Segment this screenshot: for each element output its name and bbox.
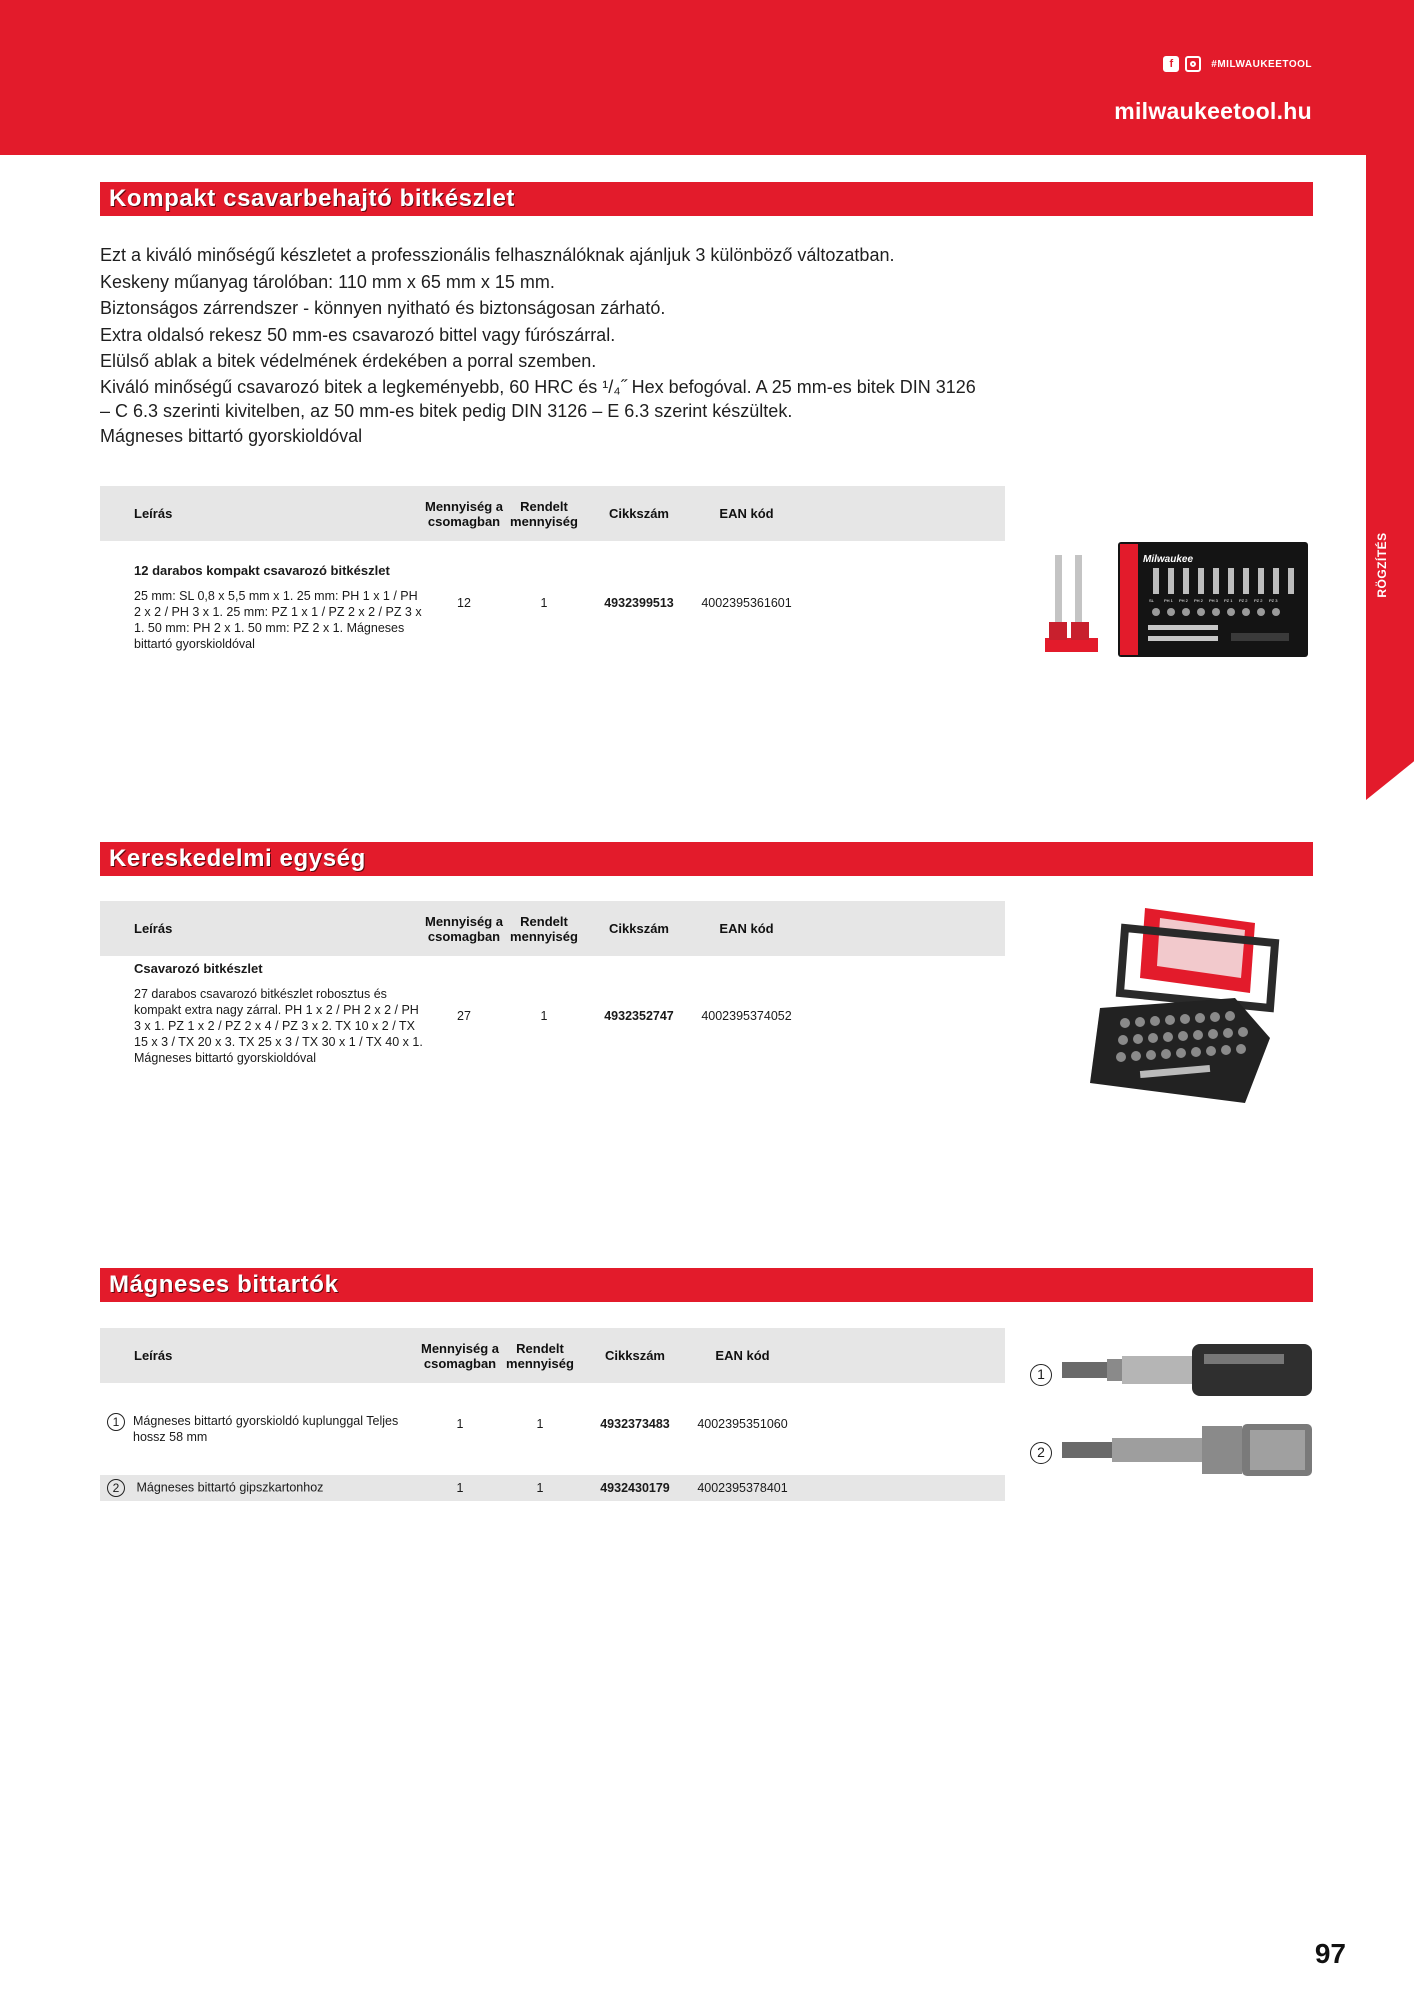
section-title: Mágneses bittartók	[109, 1271, 339, 1298]
col-qty-pack: Mennyiség a csomagban	[424, 901, 504, 956]
image-marker: 1	[1030, 1364, 1052, 1386]
qty-pack: 12	[457, 595, 471, 610]
intro-line: Extra oldalsó rekesz 50 mm-es csavarozó bittel vagy fúrószárral.	[100, 324, 616, 345]
col-ean: EAN kód	[690, 1328, 795, 1383]
intro-line: Ezt a kiváló minőségű készletet a professzionális felhasználóknak ajánljuk 3 különböző változatban.	[100, 245, 895, 265]
col-article: Cikkszám	[584, 901, 694, 956]
header-bar	[0, 0, 1414, 155]
table-row	[100, 956, 1005, 1076]
intro-line: Elülső ablak a bitek védelmének érdekében a porral szemben.	[100, 351, 597, 371]
article-number: 4932352747	[604, 1009, 674, 1023]
case-brand-print: Milwaukee	[1143, 554, 1194, 565]
product-table	[100, 1328, 1005, 1501]
svg-text:PH 2: PH 2	[1179, 598, 1188, 603]
section-title: Kereskedelmi egység	[109, 845, 366, 872]
section-heading	[100, 182, 1313, 216]
article-number: 4932373483	[600, 1417, 670, 1431]
intro-line: Biztonságos zárrendszer - könnyen nyitható és biztonságosan zárható.	[100, 298, 666, 318]
col-ean: EAN kód	[694, 901, 799, 956]
col-article: Cikkszám	[584, 486, 694, 541]
item-name: Csavarozó bitkészlet	[134, 961, 263, 976]
svg-text:PH 1: PH 1	[1164, 598, 1173, 603]
col-article: Cikkszám	[580, 1328, 690, 1383]
ean-code: 4002395351060	[697, 1417, 788, 1431]
svg-text:SL: SL	[1149, 598, 1154, 603]
col-desc: Leírás	[100, 901, 424, 956]
section-title: Kompakt csavarbehajtó bitkészlet	[109, 185, 516, 212]
item-detail: 27 darabos csavarozó bitkészlet robosztus és kompakt extra nagy zárral. PH 1 x 2 / PH 2 x 2 / PH 3 x 1. PZ 1 x 2 / PZ 2 x 4 / PZ 3 x 2. TX 10 x 2 / TX 15 x 3 / TX 20 x 3. TX 25 x 3 / TX 30 x 1 / TX 40 x 1. Mágneses bittartó gyorskioldóval	[134, 987, 423, 1065]
col-desc: Leírás	[100, 486, 424, 541]
svg-text:PZ 1: PZ 1	[1224, 598, 1233, 603]
col-order-qty: Rendelt mennyiség	[504, 486, 584, 541]
svg-text:PZ 2: PZ 2	[1254, 598, 1263, 603]
table-row	[100, 1383, 1005, 1465]
image-marker: 2	[1030, 1442, 1052, 1464]
intro-line: Kiváló minőségű csavarozó bitek a legkeményebb, 60 HRC és ¹/₄˝ Hex befogóval. A 25 mm-es bitek DIN 3126 – C 6.3 szerinti kivitelben, az 50 mm-es bitek pedig DIN 3126 – E 6.3 szerint készültek.	[100, 376, 976, 421]
page-number: 97	[1314, 1938, 1346, 1969]
bitset-product-image	[1043, 540, 1313, 660]
section-heading	[100, 842, 1313, 876]
table-row	[100, 1475, 1005, 1501]
side-tab-label: RÖGZÍTÉS	[1375, 532, 1389, 598]
intro-line: Mágneses bittartó gyorskioldóval	[100, 425, 363, 446]
qty-pack: 27	[457, 1009, 471, 1023]
article-number: 4932399513	[604, 595, 674, 610]
order-qty: 1	[500, 1475, 580, 1501]
facebook-icon[interactable]: f	[1163, 56, 1179, 72]
item-detail: 25 mm: SL 0,8 x 5,5 mm x 1. 25 mm: PH 1 x 1 / PH 2 x 2 / PH 3 x 1. 25 mm: PZ 1 x 1 / PZ 2 x 2 / PZ 3 x 1. 50 mm: PH 2 x 1. 50 mm: PZ 2 x 1. Mágneses bittartó gyorskioldóval	[134, 589, 422, 651]
section-heading	[100, 1268, 1313, 1302]
qty-pack: 1	[420, 1475, 500, 1501]
col-order-qty: Rendelt mennyiség	[500, 1328, 580, 1383]
ean-code: 4002395378401	[690, 1475, 795, 1501]
item-name: Mágneses bittartó gyorskioldó kuplunggal Teljes hossz 58 mm	[133, 1414, 399, 1444]
ean-code: 4002395361601	[701, 595, 792, 610]
col-order-qty: Rendelt mennyiség	[504, 901, 584, 956]
qty-pack: 1	[456, 1417, 464, 1431]
bit-holder-2-image	[1062, 1420, 1317, 1480]
item-name: 12 darabos kompakt csavarozó bitkészlet	[134, 563, 390, 578]
article-number: 4932430179	[580, 1475, 690, 1501]
instagram-icon[interactable]	[1185, 56, 1201, 72]
col-ean: EAN kód	[694, 486, 799, 541]
bit-holder-1-image	[1062, 1340, 1317, 1400]
hashtag: #MILWAUKEETOOL	[1211, 58, 1312, 70]
product-table	[100, 486, 1005, 664]
svg-text:PZ 2: PZ 2	[1239, 598, 1248, 603]
side-category-tab	[1366, 155, 1414, 800]
order-qty: 1	[540, 595, 548, 610]
website-link[interactable]: milwaukeetool.hu	[1114, 98, 1312, 124]
svg-text:PH 3: PH 3	[1209, 598, 1218, 603]
svg-text:PH 2: PH 2	[1194, 598, 1203, 603]
row-marker: 2	[107, 1479, 125, 1497]
bit-case-product-image	[1085, 898, 1280, 1113]
order-qty: 1	[540, 1009, 548, 1023]
svg-text:PZ 3: PZ 3	[1269, 598, 1278, 603]
col-qty-pack: Mennyiség a csomagban	[420, 1328, 500, 1383]
social-links	[1163, 56, 1312, 72]
order-qty: 1	[536, 1417, 544, 1431]
item-name: Mágneses bittartó gipszkartonhoz	[136, 1480, 324, 1495]
intro-line: Keskeny műanyag tárolóban: 110 mm x 65 mm x 15 mm.	[100, 271, 555, 292]
intro-text	[100, 242, 1000, 449]
ean-code: 4002395374052	[701, 1009, 792, 1023]
table-row	[100, 541, 1005, 664]
product-table	[100, 901, 1005, 1076]
row-marker: 1	[107, 1413, 125, 1431]
col-qty-pack: Mennyiség a csomagban	[424, 486, 504, 541]
col-desc: Leírás	[100, 1328, 420, 1383]
